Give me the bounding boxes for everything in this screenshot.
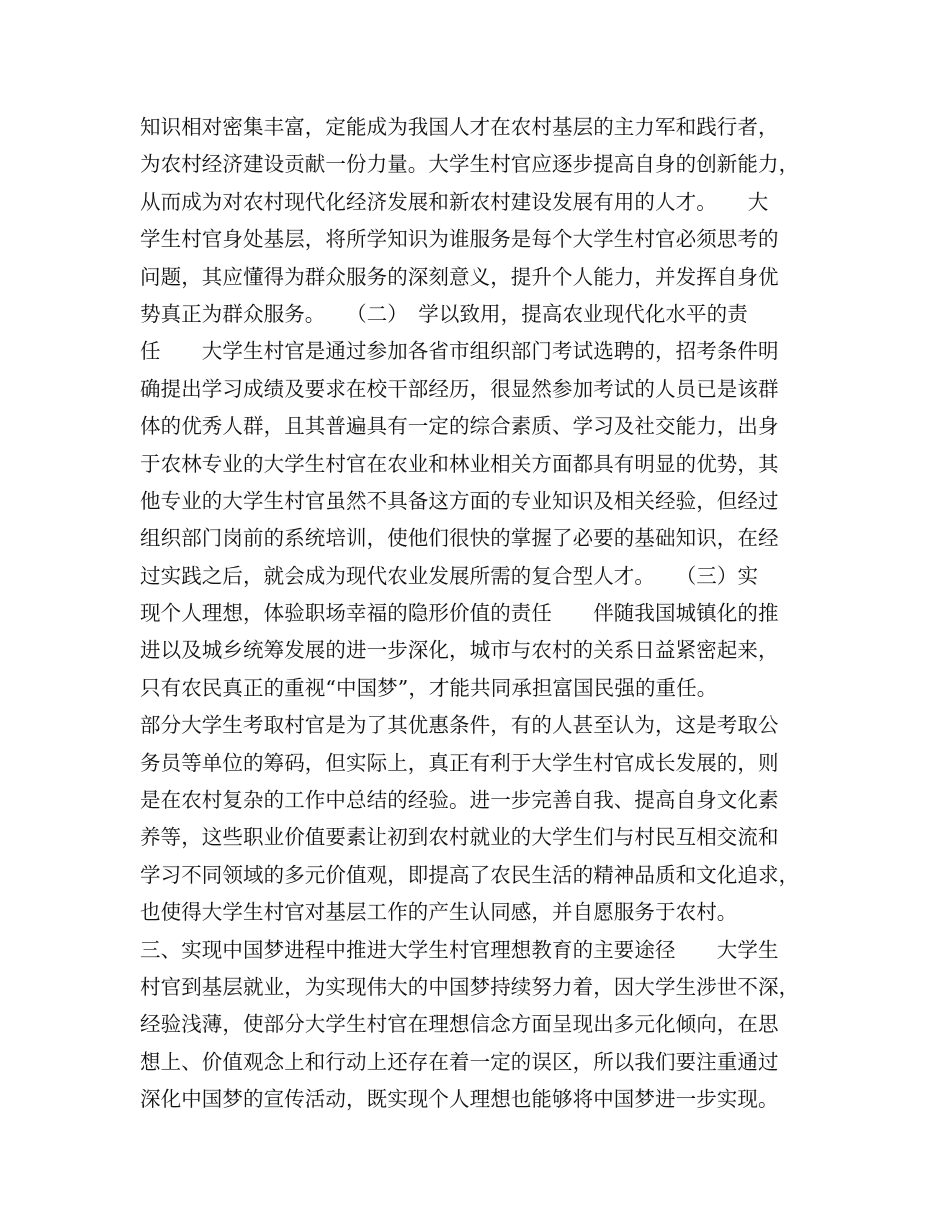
text-line-5: 问题，其应懂得为群众服务的深刻意义，提升个人能力，并发挥自身优 (140, 264, 779, 289)
text-line-2: 为农村经济建设贡献一份力量。大学生村官应逐步提高自身的创新能力， (140, 152, 800, 177)
text-line-13: 过实践之后，就会成为现代农业发展所需的复合型人才。 （三）实 (140, 563, 759, 588)
text-line-12: 组织部门岗前的系统培训，使他们很快的掌握了必要的基础知识，在经 (140, 526, 779, 551)
text-line-23: 三、实现中国梦进程中推进大学生村官理想教育的主要途径 大学生 (140, 937, 779, 962)
text-line-7: 任 大学生村官是通过参加各省市组织部门考试选聘的，招考条件明 (140, 339, 779, 364)
text-line-14: 现个人理想，体验职场幸福的隐形价值的责任 伴随我国城镇化的推 (140, 601, 779, 626)
text-line-18: 务员等单位的筹码，但实际上，真正有利于大学生村官成长发展的，则 (140, 750, 779, 775)
text-line-27: 深化中国梦的宣传活动，既实现个人理想也能够将中国梦进一步实现。 (140, 1087, 779, 1112)
text-line-9: 体的优秀人群，且其普遍具有一定的综合素质、学习及社交能力，出身 (140, 414, 779, 439)
text-line-3: 从而成为对农村现代化经济发展和新农村建设发展有用的人才。 大 (140, 189, 769, 214)
text-line-24: 村官到基层就业，为实现伟大的中国梦持续努力着，因大学生涉世不深， (140, 974, 800, 999)
text-line-26: 想上、价值观念上和行动上还存在着一定的误区，所以我们要注重通过 (140, 1049, 779, 1074)
text-line-17: 部分大学生考取村官是为了其优惠条件，有的人甚至认为，这是考取公 (140, 713, 779, 738)
text-line-10: 于农林专业的大学生村官在农业和林业相关方面都具有明显的优势，其 (140, 451, 779, 476)
text-line-11: 他专业的大学生村官虽然不具备这方面的专业知识及相关经验，但经过 (140, 488, 779, 513)
text-line-8: 确提出学习成绩及要求在校干部经历，很显然参加考试的人员已是该群 (140, 376, 779, 401)
text-line-22: 也使得大学生村官对基层工作的产生认同感，并自愿服务于农村。 (140, 900, 738, 925)
text-line-6: 势真正为群众服务。 （二） 学以致用，提高农业现代化水平的责 (140, 301, 748, 326)
text-line-4: 学生村官身处基层，将所学知识为谁服务是每个大学生村官必须思考的 (140, 227, 779, 252)
text-line-1: 知识相对密集丰富，定能成为我国人才在农村基层的主力军和践行者， (140, 115, 779, 139)
text-line-16: 只有农民真正的重视“中国梦”，才能共同承担富国民强的重任。 (140, 675, 718, 700)
text-line-20: 养等，这些职业价值要素让初到农村就业的大学生们与村民互相交流和 (140, 825, 779, 850)
body-text (140, 109, 820, 1119)
text-line-19: 是在农村复杂的工作中总结的经验。进一步完善自我、提高自身文化素 (140, 788, 779, 813)
text-line-21: 学习不同领域的多元价值观，即提高了农民生活的精神品质和文化追求， (140, 862, 800, 887)
text-line-25: 经验浅薄，使部分大学生村官在理想信念方面呈现出多元化倾向，在思 (140, 1012, 779, 1037)
text-line-15: 进以及城乡统筹发展的进一步深化，城市与农村的关系日益紧密起来， (140, 638, 779, 663)
